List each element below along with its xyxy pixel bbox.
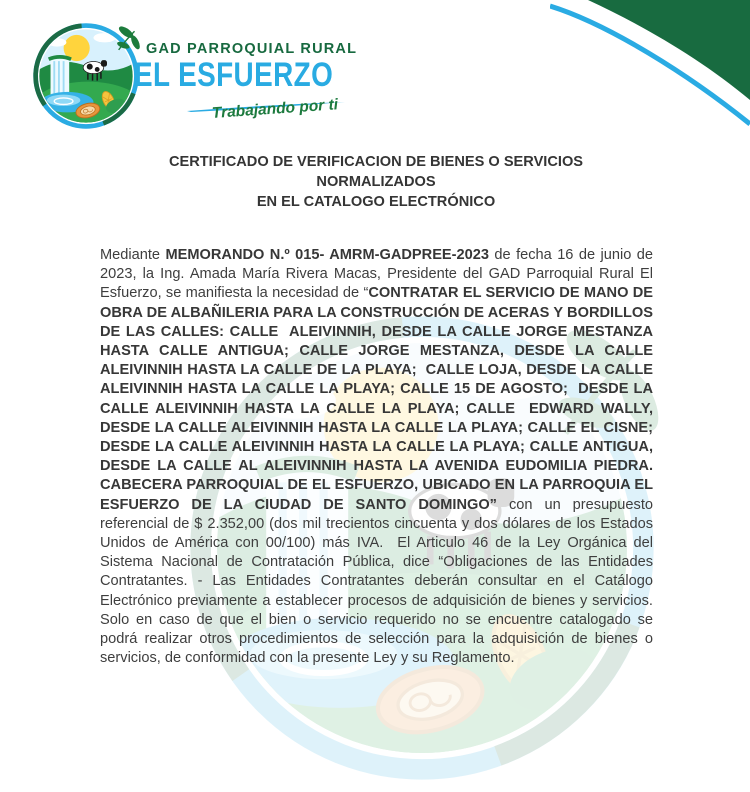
body-run-bold-memo: MEMORANDO N.º 015- AMRM-GADPREE-2023 — [165, 247, 489, 263]
body-paragraph — [100, 246, 658, 668]
corner-swoosh-decoration — [550, 0, 750, 130]
document-title-line: EN EL CATALOGO ELECTRÓNICO — [256, 193, 496, 210]
body-run-regular: Mediante — [100, 247, 166, 263]
document-title-line: CERTIFICADO DE VERIFICACION DE BIENES O SERVICIOS — [168, 154, 584, 170]
org-logo-text — [134, 41, 386, 131]
org-logo-emblem — [30, 20, 142, 132]
body-run-regular: con un presupuesto referencial de $ 2.352,00 (dos mil trecientos cincuenta y dos dólares de los Estados Unidos de América con 00/100) más IVA. El Articulo 46 de la Ley Orgánica del Sistema Nacional de Contratación Pública, dice “Obligaciones de las Entidades Contratantes. - Las Entidades Contratantes deberán consultar en el Catálogo Electrónico previamente a establecer procesos de adquisición de bienes y servicios. Solo en caso de que el bien o servicio requerido no se encuentre catalogado se podrá realizar otros procedimientos de selección para la adquisición de bienes o servicios, de conformidad con la presente Ley y su Reglamento. — [100, 496, 658, 667]
org-slogan: Trabajando por ti — [211, 96, 339, 122]
document-title-line: NORMALIZADOS — [316, 173, 436, 190]
document-title — [100, 153, 652, 212]
org-name-label: EL ESFUERZO — [134, 56, 334, 94]
body-run-regular: de fecha 16 de junio de 2023, la Ing. Amada María Rivera Macas, Presidente del GAD Parroquial Rural El Esfuerzo, se manifiesta la necesidad de “ — [100, 247, 658, 302]
org-type-label: GAD PARROQUIAL RURAL — [146, 41, 358, 57]
body-run-bold-object: CONTRATAR EL SERVICIO DE MANO DE OBRA DE ALBAÑILERIA PARA LA CONSTRUCCIÓN DE ACERAS Y BORDILLOS DE LAS CALLES: CALLE ALEIVINNIH, DESDE LA CALLE JORGE MESTANZA HASTA CALLE ANTIGUA; CALLE JORGE MESTANZA, DESDE LA CALLE ALEIVINNIH HASTA LA CALLE DE LA PLAYA; CALLE LOJA, DESDE LA CALLE ALEIVINNIH HASTA LA CALLE LA PLAYA; CALLE 15 DE AGOSTO; DESDE LA CALLE ALEIVINNIH HASTA LA CALLE LA PLAYA; CALLE EDWARD WALLY, DESDE LA CALLE ALEIVINNIH HASTA LA CALLE LA PLAYA; CALLE EL CISNE; DESDE LA CALLE ALEIVINNIH HASTA LA CALLE LA PLAYA; CALLE ANTIGUA, DESDE LA CALLE AL ALEIVINNIH HASTA LA AVENIDA EUDOMILIA PIEDRA. CABECERA PARROQUIAL DE EL ESFUERZO, UBICADO EN LA PARROQUIA EL ESFUERZO DE LA CIUDAD DE SANTO DOMINGO” — [100, 285, 658, 513]
